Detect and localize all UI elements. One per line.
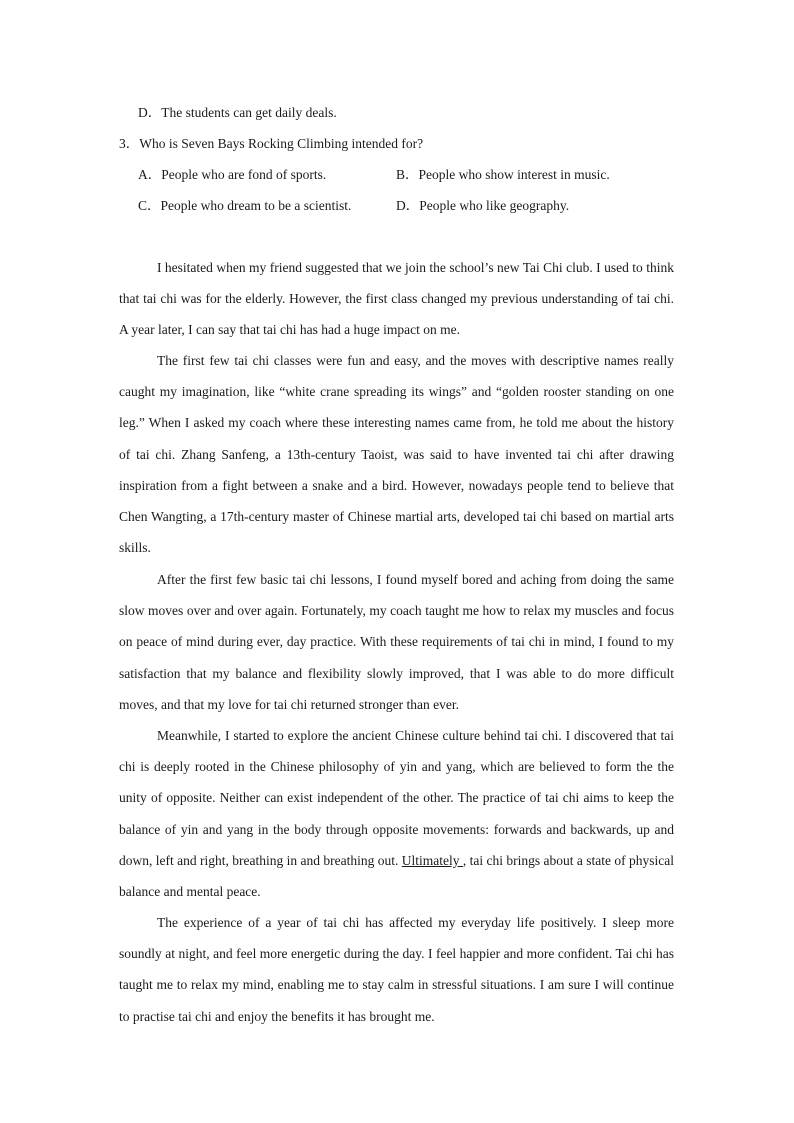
passage-paragraph-4-text: Meanwhile, I started to explore the ancient Chinese culture behind tai chi. I discovered that tai chi is deeply rooted in the Chinese philosophy of yin and yang, which are believed to form the the unity of opposite. Neither can exist independent of the other. The practice of tai chi aims to keep the balance of yin and yang in the body through opposite movements: forwards and backwards, up and down, left and right, breathing in and breathing out. bbox=[119, 728, 674, 868]
passage-paragraph-4-end: , tai chi brings about a state of physical balance and mental peace. bbox=[119, 852, 674, 900]
option-d-q3: D．People who like geography. bbox=[396, 198, 570, 213]
passage-paragraph-1: I hesitated when my friend suggested that we join the school’s new Tai Chi club. I used to think that tai chi was for the elderly. However, the first class changed my previous understanding of tai chi. A year later, I can say that tai chi has had a huge impact on me. bbox=[119, 260, 674, 338]
passage-paragraph-5: The experience of a year of tai chi has affected my everyday life positively. I sleep more soundly at night, and feel more energetic during the day. I feel happier and more confident. Tai chi has taught me to relax my mind, enabling me to stay calm in stressful situations. I am sure I will continue to practise tai chi and enjoy the benefits it has brought me. bbox=[119, 915, 674, 1024]
option-a-q3: A．People who are fond of sports. bbox=[138, 167, 327, 182]
option-d-q2: D．The students can get daily deals. bbox=[138, 105, 337, 120]
option-b-q3: B．People who show interest in music. bbox=[396, 167, 610, 182]
passage-paragraph-2: The first few tai chi classes were fun and easy, and the moves with descriptive names really caught my imagination, like “white crane spreading its wings” and “golden rooster standing on one leg.” When I asked my coach where these interesting names came from, he told me about the history of tai chi. Zhang Sanfeng, a 13th-century Taoist, was said to have invented tai chi after drawing inspiration from a fight between a snake and a bird. However, nowadays people tend to believe that Chen Wangting, a 17th-century master of Chinese martial arts, developed tai chi based on martial arts skills. bbox=[119, 353, 674, 556]
question-3-stem: 3．Who is Seven Bays Rocking Climbing intended for? bbox=[119, 136, 424, 151]
passage-paragraph-4 bbox=[119, 720, 674, 907]
underlined-word-ultimately: Ultimately bbox=[401, 852, 463, 868]
option-c-q3: C．People who dream to be a scientist. bbox=[138, 198, 352, 213]
passage-paragraph-3: After the first few basic tai chi lessons, I found myself bored and aching from doing the same slow moves over and over again. Fortunately, my coach taught me how to relax my muscles and focus on peace of mind during ever, day practice. With these requirements of tai chi in mind, I found to my satisfaction that my balance and flexibility slowly improved, that I was able to do more difficult moves, and that my love for tai chi returned stronger than ever. bbox=[119, 572, 674, 712]
